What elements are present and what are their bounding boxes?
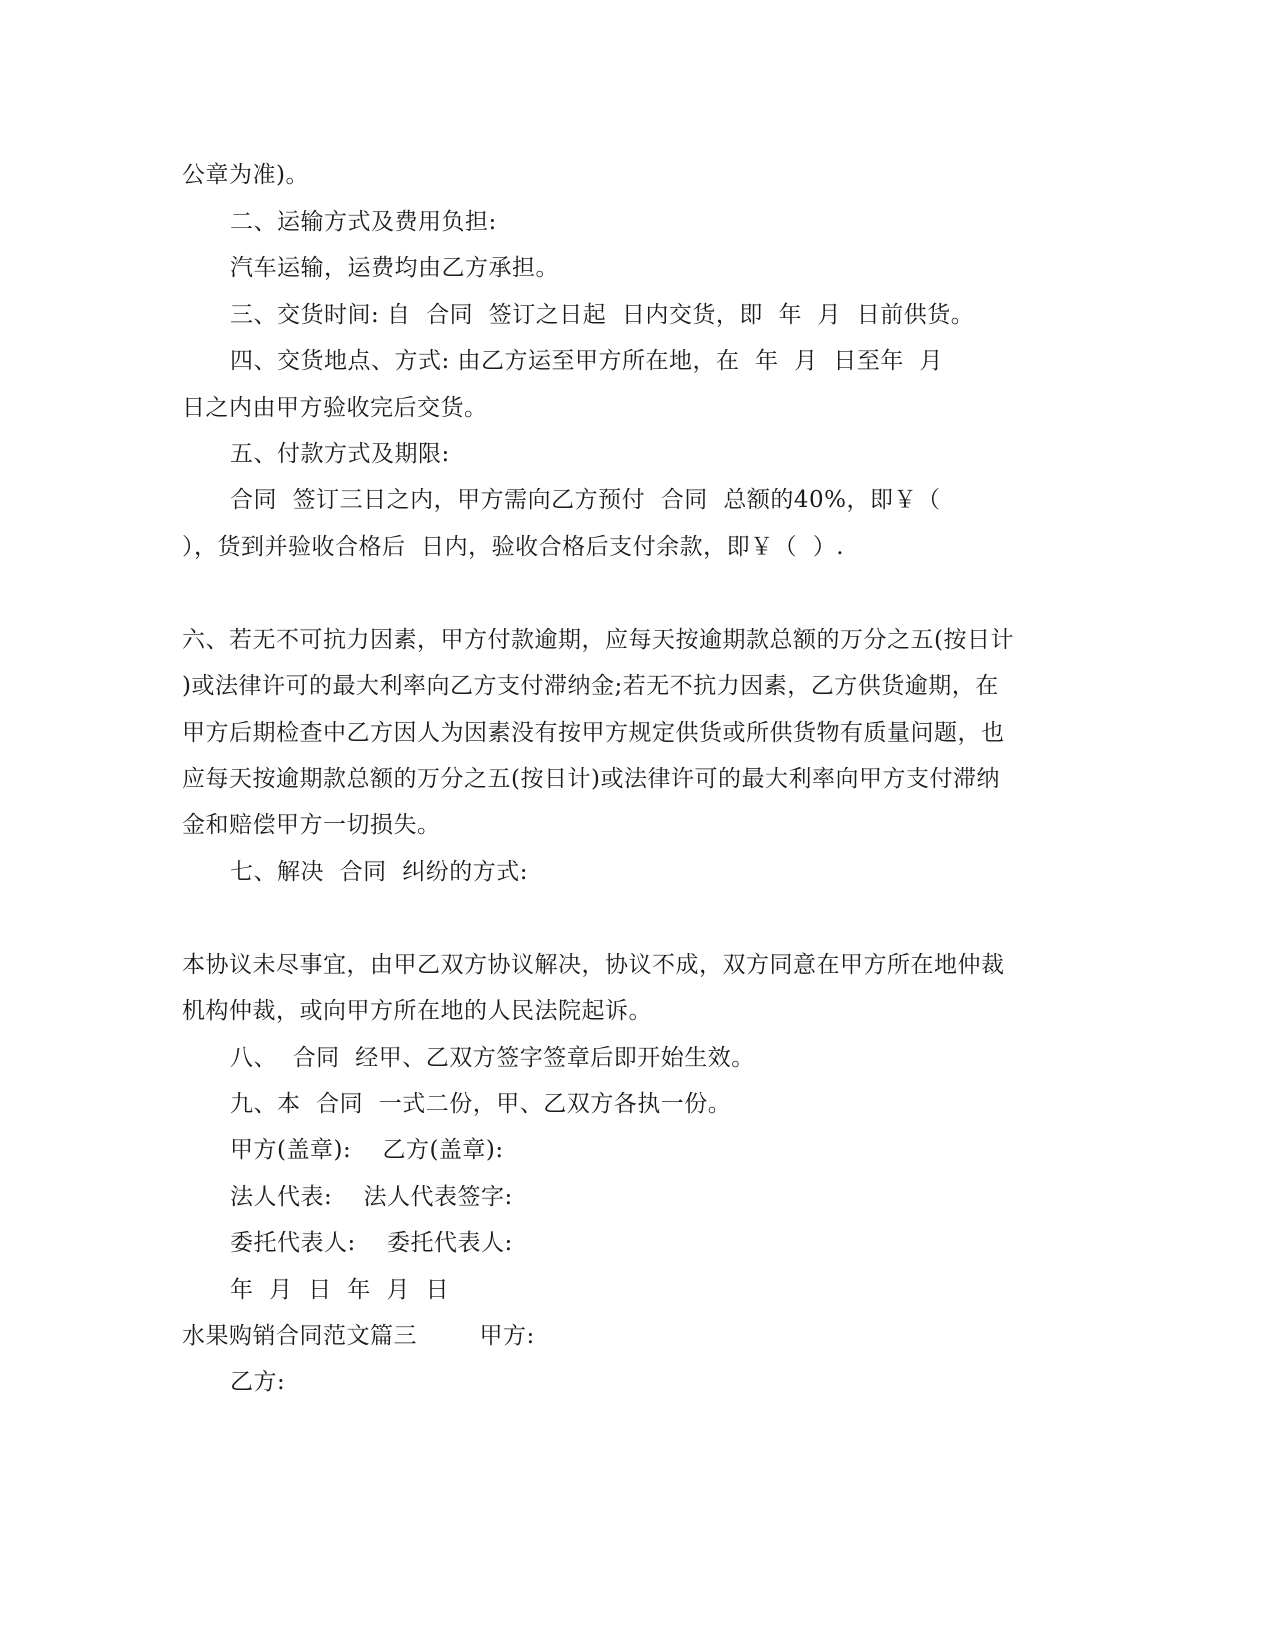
text-line: ），货到并验收合格后 日内，验收合格后支付余款，即￥（ ）.: [182, 534, 845, 560]
section-heading: 六、若无不可抗力因素，甲方付款逾期，应每天按逾期款总额的万分之五(按日计: [182, 627, 1014, 653]
text-line: 应每天按逾期款总额的万分之五(按日计)或法律许可的最大利率向甲方支付滞纳: [182, 766, 1000, 792]
section-heading: 九、本 合同 一式二份，甲、乙双方各执一份。: [230, 1091, 732, 1117]
signature-line-agent: 委托代表人: 委托代表人:: [230, 1230, 513, 1256]
contract-title-next: 水果购销合同范文篇三 甲方:: [182, 1323, 535, 1349]
text-line: 公章为准)。: [182, 162, 309, 188]
text-line: 本协议未尽事宜，由甲乙双方协议解决，协议不成，双方同意在甲方所在地仲裁: [182, 952, 1005, 978]
section-heading: 五、付款方式及期限:: [230, 441, 450, 467]
text-line: 甲方后期检查中乙方因人为因素没有按甲方规定供货或所供货物有质量问题，也: [182, 720, 1005, 746]
text-line: )或法律许可的最大利率向乙方支付滞纳金;若无不抗力因素，乙方供货逾期，在: [182, 673, 999, 699]
signature-line-date: 年 月 日 年 月 日: [230, 1277, 450, 1303]
text-line: 合同 签订三日之内，甲方需向乙方预付 合同 总额的40%，即￥（: [230, 487, 941, 513]
section-heading: 三、交货时间: 自 合同 签订之日起 日内交货，即 年 月 日前供货。: [230, 302, 975, 328]
text-line: 汽车运输，运费均由乙方承担。: [230, 255, 559, 281]
signature-line-legal-rep: 法人代表: 法人代表签字:: [230, 1184, 513, 1210]
section-heading: 二、运输方式及费用负担:: [230, 209, 497, 235]
text-line: 日之内由甲方验收完后交货。: [182, 395, 488, 421]
party-b-label: 乙方:: [230, 1369, 286, 1395]
section-heading: 八、 合同 经甲、乙双方签字签章后即开始生效。: [230, 1045, 755, 1071]
signature-line-seal: 甲方(盖章): 乙方(盖章):: [230, 1137, 504, 1163]
text-line: 金和赔偿甲方一切损失。: [182, 812, 441, 838]
section-heading: 七、解决 合同 纠纷的方式:: [230, 859, 528, 885]
section-heading: 四、交货地点、方式: 由乙方运至甲方所在地，在 年 月 日至年 月: [230, 348, 944, 374]
text-line: 机构仲裁，或向甲方所在地的人民法院起诉。: [182, 998, 652, 1024]
